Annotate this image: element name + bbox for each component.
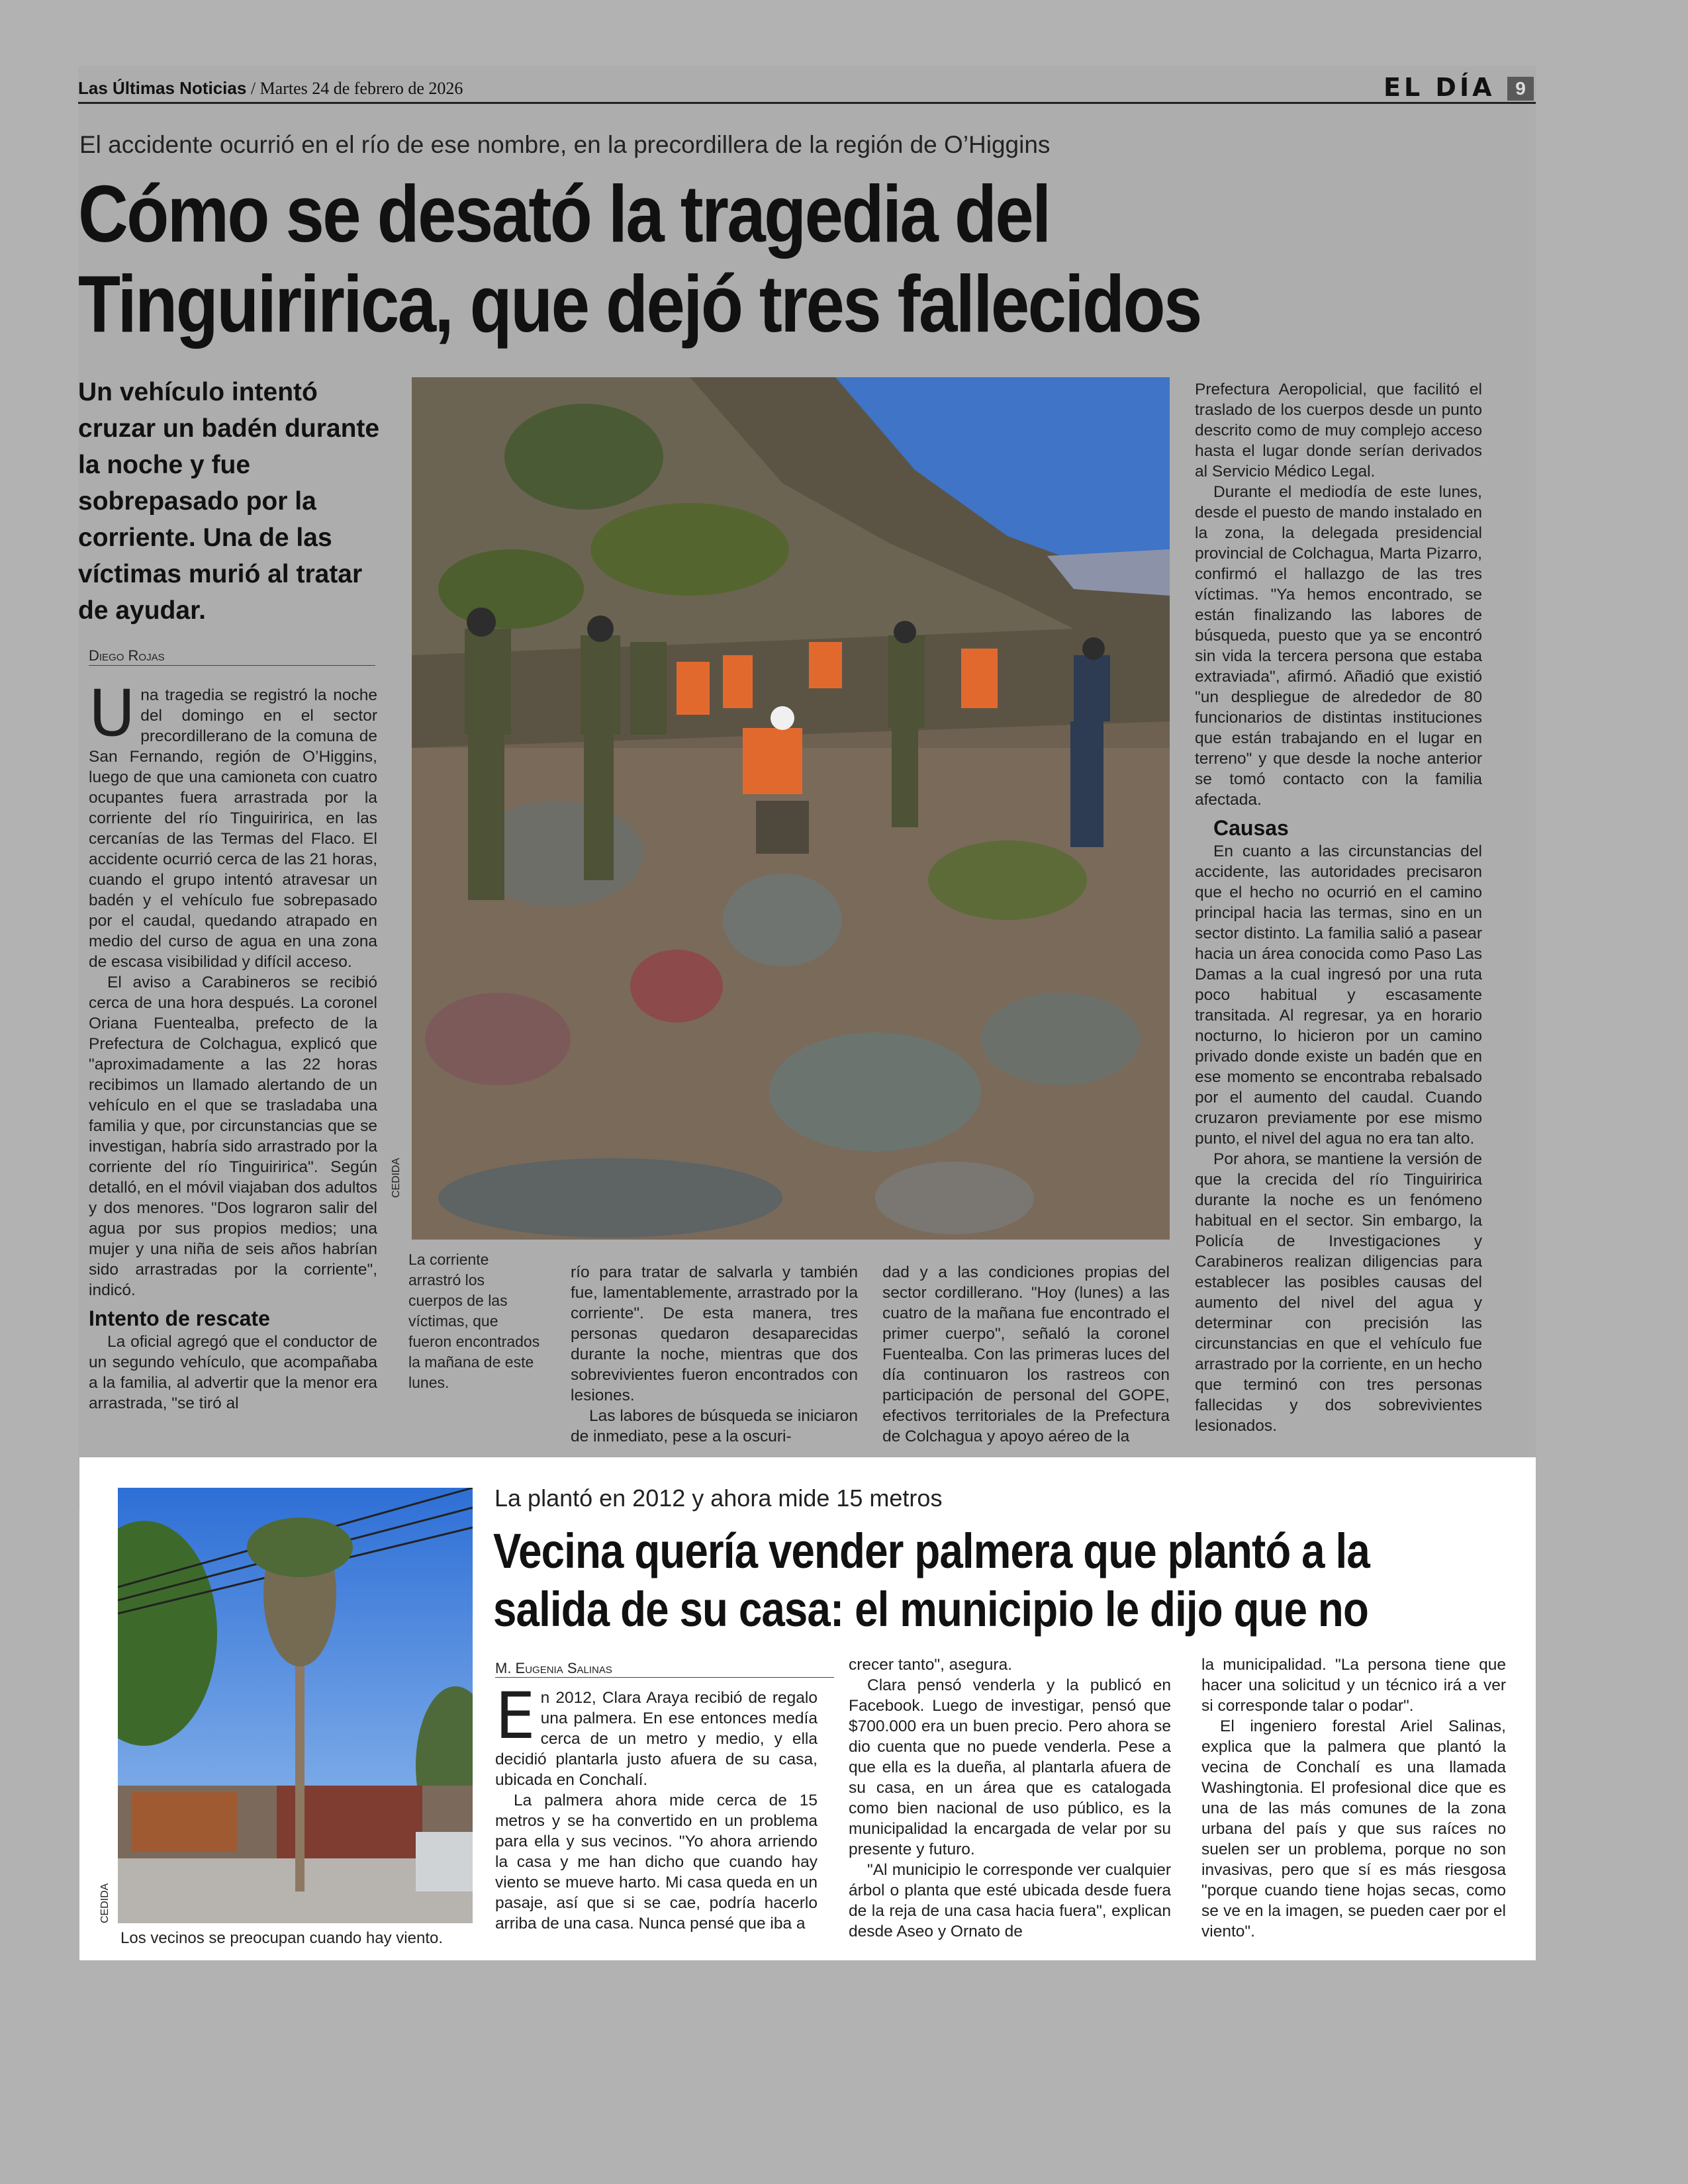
main-col4-para2: Durante el mediodía de este lunes, desde el puesto de mando instalado en la zona, la delegada presidencial provincial de Colchagua, Marta Pizarro, confirmó el hallazgo de las tres víctimas. "Ya hemos encontrado, se están finalizando las labores de búsqueda, puesto que ya se encontró sin vida la tercera persona que estaba extraviada", afirmó. Añadió que existió "un despliegue de alrededor de 80 funcionarios de distintas instituciones que están trabajando en el lugar en terreno" y que desde la noche anterior se tomó contacto con la familia afectada. [1195,483,1482,809]
second-col3-para1: la municipalidad. "La persona tiene que hacer una solicitud y un técnico irá a ver si corresponde talar o podar". [1201,1656,1506,1715]
main-column-3 [882,1262,1170,1447]
second-col1-para1 [495,1679,818,1790]
rescue-photo [412,377,1170,1240]
second-col2-para3: "Al municipio le corresponde ver cualquier árbol o planta que esté ubicada desde fuera de la reja de una casa hacia fuera", explican desde Aseo y Ornato de [849,1861,1171,1940]
main-col4-para3: En cuanto a las circunstancias del accidente, las autoridades precisaron que el hecho no ocurrió en el camino principal hacia las termas, sino en un sector distinto. La familia salió a pasear hacia un área conocida como Paso Las Damas a la cual ingresó por una ruta poco habitual y escasamente transitada. Al regresar, ya en horario nocturno, lo hicieron por un camino privado donde existe un badén que en ese momento se encontraba rebalsado por el aumento del caudal. Cuando cruzaron previamente por ese mismo punto, el nivel del agua no era tan alto. [1195,842,1482,1148]
main-headline [78,169,1274,349]
main-column-1 [89,676,377,1414]
second-byline-rule [495,1677,834,1678]
main-kicker: El accidente ocurrió en el río de ese nombre, en la precordillera de la región de O’Higgins [79,131,1051,158]
main-dropcap: U [89,676,136,751]
page-number: 9 [1507,77,1534,101]
byline-rule [89,665,375,666]
palm-photo-caption: Los vecinos se preocupan cuando hay viento. [120,1929,443,1947]
issue-date: / Martes 24 de febrero de 2026 [250,79,463,98]
second-col2-para2: Clara pensó venderla y la publicó en Facebook. Luego de investigar, pensó que $700.000 era un buen precio. Pero ahora se dio cuenta que no puede venderla. Pese a que ella es la dueña, al plantarla afuera de su casa, en un área que es catalogada como bien nacional de uso público, es la municipalidad la encargada de velar por su presente y futuro. [849,1676,1171,1858]
palm-photo-credit: CEDIDA [99,1883,111,1923]
section-name: EL DÍA [1383,73,1495,102]
second-column-2 [849,1655,1171,1942]
main-col2-para1: río para tratar de salvarla y también fue, lamentablemente, arrastrado por la corriente". De esta manera, tres personas quedaron desaparecidas durante la noche, mientras que dos sobrevivientes fueron encontrados con lesiones. [571,1263,858,1404]
publication-name: Las Últimas Noticias [78,78,247,98]
second-column-3 [1201,1655,1506,1942]
main-col4-para4: Por ahora, se mantiene la versión de que la crecida del río Tinguiririca durante la noche es un fenómeno habitual en el sector. Sin embargo, la Policía de Investigaciones y Carabineros realizan diligencias para establecer las posibles causas del aumento del nivel del agua y determinar con precisión las circunstancias en que el vehículo fue arrastrado por la corriente, en un hecho que terminó con tres personas fallecidas y dos sobrevivientes lesionados. [1195,1150,1482,1435]
second-headline-line1: Vecina quería vender palmera que plantó a la [493,1524,1370,1578]
main-col1-para3: La oficial agregó que el conductor de un segundo vehículo, que acompañaba a la familia, al advertir que la menor era arrastrada, "se tiró al [89,1333,377,1412]
main-byline: Diego Rojas [89,647,165,664]
main-col1-para1 [89,676,377,972]
main-headline-line1: Cómo se desató la tragedia del [78,169,1050,259]
main-photo-credit: CEDIDA [391,1158,402,1198]
main-col1-para1-text: na tragedia se registró la noche del domingo en el sector precordillerano de la comuna de San Fernando, región de O’Higgins, luego de que una camioneta con cuatro ocupantes fuera arrastrada por la corriente del río Tinguiririca, en las cercanías de las Termas del Flaco. El accidente ocurrió cerca de las 21 horas, cuando el grupo intentó atravesar un badén y el vehículo fue sobrepasado por el caudal, quedando atrapado en medio del curso de agua en una zona de escasa visibilidad y difícil acceso. [89,686,377,971]
second-headline [493,1522,1575,1639]
main-column-2 [571,1262,858,1447]
main-photo-caption: La corriente arrastró los cuerpos de las víctimas, que fueron encontrados la mañana de este lunes. [408,1251,540,1391]
header-rule [78,102,1536,104]
subhead-rescue: Intento de rescate [89,1306,270,1330]
second-col1-para2: La palmera ahora mide cerca de 15 metros y se ha convertido en un problema para ella y sus vecinos. "Yo ahora arriendo la casa y me han dicho que cuando hay viento se mueve harto. Mi casa queda en un pasaje, así que si se cae, podría hacerlo arriba de una casa. Nunca pensé que iba a [495,1792,818,1933]
second-col2-para1: crecer tanto", asegura. [849,1656,1013,1674]
main-headline-line2: Tinguiririca, que dejó tres fallecidos [78,259,1201,349]
main-col2-para2: Las labores de búsqueda se iniciaron de inmediato, pese a la oscuri- [571,1407,858,1445]
main-column-4 [1195,379,1482,1436]
second-headline-line2: salida de su casa: el municipio le dijo que no [493,1582,1368,1637]
subhead-causes: Causas [1213,816,1289,840]
second-column-1 [495,1679,818,1934]
second-dropcap: E [495,1679,536,1753]
main-col4-para1: Prefectura Aeropolicial, que facilitó el traslado de los cuerpos desde un punto descrito como de muy complejo acceso hasta el lugar donde serían derivados al Servicio Médico Legal. [1195,381,1482,480]
main-col3-para1: dad y a las condiciones propias del sector cordillerano. "Hoy (lunes) a las cuatro de la mañana fue encontrado el primer cuerpo", señaló la coronel Fuentealba. Con las primeras luces del día continuaron los rastreos con participación de personal del GOPE, efectivos territoriales de la Prefectura de Colchagua y apoyo aéreo de la [882,1263,1170,1445]
second-col3-para2: El ingeniero forestal Ariel Salinas, explica que la palmera que plantó la vecina de Conchalí es una llamada Washingtonia. El profesional dice que es una de las más comunes de la zona urbana del país y que sus raíces no suelen ser un problema, porque no son invasivas, pero que sí es más riesgosa "porque cuando tiene hojas secas, como se ve en la imagen, se pueden caer por el viento". [1201,1717,1506,1940]
second-col1-para1-text: n 2012, Clara Araya recibió de regalo una palmera. En ese entonces medía cerca de un metro y medio, y ella decidió plantarla justo afuera de su casa, ubicada en Conchalí. [495,1689,818,1789]
palm-photo [118,1488,473,1923]
main-col1-para2: El aviso a Carabineros se recibió cerca de una hora después. La coronel Oriana Fuentealba, prefecto de la Prefectura de Colchagua, explicó que "aproximadamente a las 22 horas recibimos un llamado alertando de un vehículo en el que se trasladaba una familia y que, por circunstancias que se investigan, habría sido arrastrado por la corriente del río Tinguiririca". Según detalló, en el móvil viajaban dos adultos y dos menores. "Dos lograron salir del agua por sus propios medios; una mujer y una niña de seis años habrían sido arrastradas por la corriente", indicó. [89,974,377,1299]
second-kicker: La plantó en 2012 y ahora mide 15 metros [494,1484,943,1512]
main-deck: Un vehículo intentó cruzar un badén durante la noche y fue sobrepasado por la corriente. Una de las víctimas murió al tratar de ayudar. [78,378,380,625]
second-byline: M. Eugenia Salinas [495,1660,612,1676]
page-header [78,78,463,99]
